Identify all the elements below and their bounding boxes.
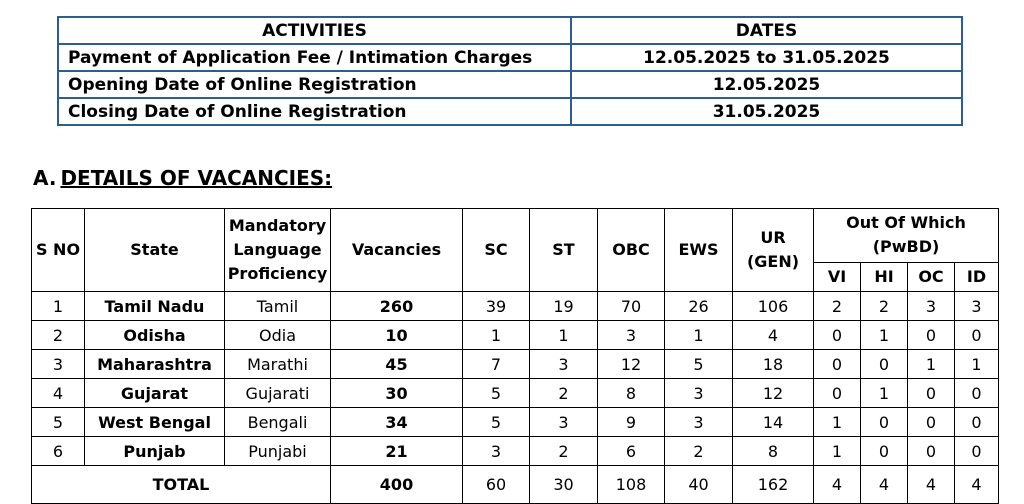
vacancies-cell: 10	[331, 321, 463, 350]
id-cell: 0	[955, 437, 999, 466]
activity-cell: Closing Date of Online Registration	[58, 98, 571, 125]
state-cell: West Bengal	[85, 408, 225, 437]
sno-cell: 1	[32, 292, 85, 321]
total-label: TOTAL	[32, 466, 331, 504]
ur-cell: 12	[733, 379, 814, 408]
st-header: ST	[530, 209, 598, 292]
vacancies-header-row	[32, 209, 999, 263]
total-row	[32, 466, 999, 504]
sno-cell: 2	[32, 321, 85, 350]
ur-cell: 4	[733, 321, 814, 350]
vacancies-body	[32, 292, 999, 466]
oc-cell: 0	[908, 437, 955, 466]
total-ews: 40	[665, 466, 733, 504]
obc-cell: 3	[598, 321, 665, 350]
hi-cell: 1	[861, 379, 908, 408]
oc-cell: 0	[908, 321, 955, 350]
language-cell: Bengali	[225, 408, 331, 437]
table-row	[32, 379, 999, 408]
language-cell: Punjabi	[225, 437, 331, 466]
vi-cell: 0	[814, 379, 861, 408]
sno-cell: 3	[32, 350, 85, 379]
hi-cell: 0	[861, 350, 908, 379]
hi-cell: 1	[861, 321, 908, 350]
st-cell: 3	[530, 350, 598, 379]
ur-cell: 106	[733, 292, 814, 321]
total-sc: 60	[463, 466, 530, 504]
sc-cell: 39	[463, 292, 530, 321]
id-cell: 1	[955, 350, 999, 379]
ews-cell: 1	[665, 321, 733, 350]
language-cell: Gujarati	[225, 379, 331, 408]
vi-cell: 1	[814, 408, 861, 437]
st-cell: 3	[530, 408, 598, 437]
ews-cell: 26	[665, 292, 733, 321]
vi-cell: 1	[814, 437, 861, 466]
id-cell: 0	[955, 408, 999, 437]
date-cell: 12.05.2025 to 31.05.2025	[571, 44, 962, 71]
state-cell: Maharashtra	[85, 350, 225, 379]
ur-cell: 18	[733, 350, 814, 379]
vi-header: VI	[814, 262, 861, 291]
obc-cell: 6	[598, 437, 665, 466]
language-cell: Tamil	[225, 292, 331, 321]
id-header: ID	[955, 262, 999, 291]
activity-cell: Opening Date of Online Registration	[58, 71, 571, 98]
date-cell: 12.05.2025	[571, 71, 962, 98]
vacancies-header: Vacancies	[331, 209, 463, 292]
activity-dates-table	[57, 16, 963, 126]
sc-header: SC	[463, 209, 530, 292]
vi-cell: 0	[814, 321, 861, 350]
st-cell: 1	[530, 321, 598, 350]
ur-header: UR (GEN)	[733, 209, 814, 292]
dates-row	[58, 98, 962, 125]
vi-cell: 2	[814, 292, 861, 321]
state-cell: Odisha	[85, 321, 225, 350]
sc-cell: 5	[463, 379, 530, 408]
obc-cell: 8	[598, 379, 665, 408]
pwbd-header: Out Of Which (PwBD)	[814, 209, 999, 263]
total-hi: 4	[861, 466, 908, 504]
state-cell: Tamil Nadu	[85, 292, 225, 321]
vi-cell: 0	[814, 350, 861, 379]
oc-cell: 3	[908, 292, 955, 321]
id-cell: 0	[955, 379, 999, 408]
language-cell: Odia	[225, 321, 331, 350]
hi-header: HI	[861, 262, 908, 291]
language-cell: Marathi	[225, 350, 331, 379]
table-row	[32, 292, 999, 321]
activity-cell: Payment of Application Fee / Intimation Charges	[58, 44, 571, 71]
sno-cell: 4	[32, 379, 85, 408]
total-vacancies: 400	[331, 466, 463, 504]
sc-cell: 1	[463, 321, 530, 350]
state-header: State	[85, 209, 225, 292]
ews-cell: 3	[665, 408, 733, 437]
dates-header-row	[58, 17, 962, 44]
ur-cell: 8	[733, 437, 814, 466]
obc-cell: 9	[598, 408, 665, 437]
vacancies-table	[31, 208, 999, 504]
sno-cell: 5	[32, 408, 85, 437]
table-row	[32, 350, 999, 379]
sno-cell: 6	[32, 437, 85, 466]
oc-header: OC	[908, 262, 955, 291]
ews-cell: 5	[665, 350, 733, 379]
vacancies-cell: 21	[331, 437, 463, 466]
dates-row	[58, 71, 962, 98]
date-cell: 31.05.2025	[571, 98, 962, 125]
oc-cell: 1	[908, 350, 955, 379]
table-row	[32, 437, 999, 466]
st-cell: 2	[530, 437, 598, 466]
total-vi: 4	[814, 466, 861, 504]
vacancies-cell: 30	[331, 379, 463, 408]
dates-header: DATES	[571, 17, 962, 44]
sc-cell: 3	[463, 437, 530, 466]
ews-cell: 2	[665, 437, 733, 466]
ews-header: EWS	[665, 209, 733, 292]
total-ur: 162	[733, 466, 814, 504]
total-st: 30	[530, 466, 598, 504]
hi-cell: 0	[861, 408, 908, 437]
section-heading	[33, 166, 332, 190]
ur-cell: 14	[733, 408, 814, 437]
ews-cell: 3	[665, 379, 733, 408]
total-id: 4	[955, 466, 999, 504]
vacancies-cell: 260	[331, 292, 463, 321]
total-oc: 4	[908, 466, 955, 504]
oc-cell: 0	[908, 379, 955, 408]
st-cell: 19	[530, 292, 598, 321]
st-cell: 2	[530, 379, 598, 408]
section-title: DETAILS OF VACANCIES:	[60, 166, 333, 190]
hi-cell: 2	[861, 292, 908, 321]
sno-header: S NO	[32, 209, 85, 292]
state-cell: Gujarat	[85, 379, 225, 408]
total-obc: 108	[598, 466, 665, 504]
obc-cell: 70	[598, 292, 665, 321]
sc-cell: 5	[463, 408, 530, 437]
obc-cell: 12	[598, 350, 665, 379]
obc-header: OBC	[598, 209, 665, 292]
state-cell: Punjab	[85, 437, 225, 466]
activities-header: ACTIVITIES	[58, 17, 571, 44]
id-cell: 0	[955, 321, 999, 350]
section-prefix: A.	[33, 166, 57, 190]
table-row	[32, 321, 999, 350]
language-header: Mandatory Language Proficiency	[225, 209, 331, 292]
sc-cell: 7	[463, 350, 530, 379]
table-row	[32, 408, 999, 437]
dates-row	[58, 44, 962, 71]
id-cell: 3	[955, 292, 999, 321]
hi-cell: 0	[861, 437, 908, 466]
vacancies-cell: 45	[331, 350, 463, 379]
oc-cell: 0	[908, 408, 955, 437]
vacancies-cell: 34	[331, 408, 463, 437]
